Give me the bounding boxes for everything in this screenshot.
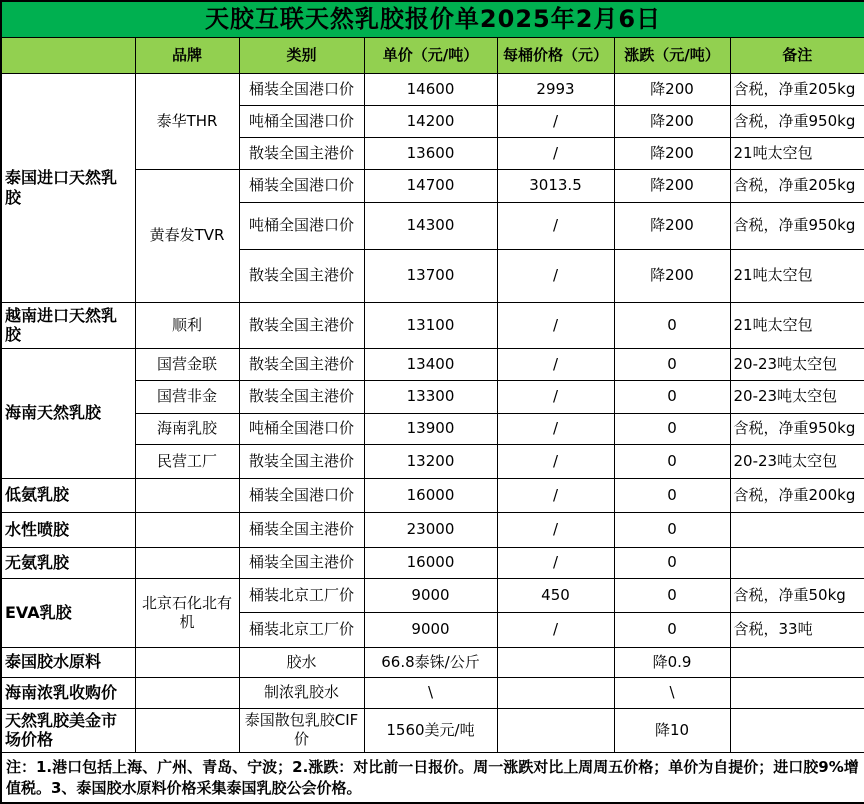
note-cell: 20-23吨太空包 bbox=[730, 380, 864, 413]
unit-price-cell: 14600 bbox=[364, 73, 497, 105]
change-cell: 0 bbox=[614, 302, 730, 348]
category-cell: 散装全国主港价 bbox=[239, 444, 364, 478]
barrel-price-cell: / bbox=[497, 302, 614, 348]
note-cell: 20-23吨太空包 bbox=[730, 348, 864, 380]
table-row bbox=[1, 302, 864, 348]
barrel-price-cell: / bbox=[497, 547, 614, 578]
table-row bbox=[1, 478, 864, 512]
unit-price-cell: 9000 bbox=[364, 578, 497, 612]
category-cell: 桶装全国港口价 bbox=[239, 73, 364, 105]
report-title: 天胶互联天然乳胶报价单2025年2月6日 bbox=[1, 1, 864, 37]
category-cell: 散装全国主港价 bbox=[239, 137, 364, 169]
brand-cell: 国营非金 bbox=[135, 380, 239, 413]
unit-price-cell: 13600 bbox=[364, 137, 497, 169]
change-cell: 0 bbox=[614, 348, 730, 380]
unit-price-cell: 1560美元/吨 bbox=[364, 708, 497, 752]
header-note: 备注 bbox=[730, 37, 864, 73]
category-cell: 吨桶全国港口价 bbox=[239, 413, 364, 444]
note-cell: 含税，净重205kg bbox=[730, 169, 864, 202]
brand-cell: 泰华THR bbox=[135, 73, 239, 169]
change-cell: 降0.9 bbox=[614, 647, 730, 677]
group-cell-thailand-import: 泰国进口天然乳胶 bbox=[1, 73, 135, 302]
category-cell: 桶装全国港口价 bbox=[239, 478, 364, 512]
category-cell: 桶装全国主港价 bbox=[239, 512, 364, 547]
note-cell: 含税，33吨 bbox=[730, 612, 864, 647]
unit-price-cell: 14700 bbox=[364, 169, 497, 202]
brand-cell bbox=[135, 512, 239, 547]
table-row bbox=[1, 647, 864, 677]
note-cell bbox=[730, 512, 864, 547]
table-row bbox=[1, 578, 864, 612]
category-cell: 制浓乳胶水 bbox=[239, 677, 364, 708]
header-barrel-price: 每桶价格（元） bbox=[497, 37, 614, 73]
change-cell: 0 bbox=[614, 380, 730, 413]
category-cell: 胶水 bbox=[239, 647, 364, 677]
brand-cell: 海南乳胶 bbox=[135, 413, 239, 444]
change-cell: 0 bbox=[614, 547, 730, 578]
barrel-price-cell: 3013.5 bbox=[497, 169, 614, 202]
change-cell: \ bbox=[614, 677, 730, 708]
group-cell-hainan-purchase: 海南浓乳收购价 bbox=[1, 677, 135, 708]
change-cell: 降10 bbox=[614, 708, 730, 752]
unit-price-cell: \ bbox=[364, 677, 497, 708]
category-cell: 桶装北京工厂价 bbox=[239, 578, 364, 612]
note-cell: 含税，净重950kg bbox=[730, 202, 864, 249]
note-cell: 21吨太空包 bbox=[730, 137, 864, 169]
change-cell: 0 bbox=[614, 612, 730, 647]
note-cell: 20-23吨太空包 bbox=[730, 444, 864, 478]
brand-cell bbox=[135, 647, 239, 677]
unit-price-cell: 13700 bbox=[364, 249, 497, 302]
barrel-price-cell: / bbox=[497, 413, 614, 444]
unit-price-cell: 14200 bbox=[364, 105, 497, 137]
category-cell: 桶装全国港口价 bbox=[239, 169, 364, 202]
barrel-price-cell: 2993 bbox=[497, 73, 614, 105]
note-cell: 含税，净重950kg bbox=[730, 413, 864, 444]
unit-price-cell: 16000 bbox=[364, 547, 497, 578]
table-row bbox=[1, 73, 864, 105]
group-cell-ammonia-free: 无氨乳胶 bbox=[1, 547, 135, 578]
category-cell: 散装全国主港价 bbox=[239, 348, 364, 380]
brand-cell: 北京石化北有机 bbox=[135, 578, 239, 647]
header-change: 涨跌（元/吨） bbox=[614, 37, 730, 73]
group-cell-eva: EVA乳胶 bbox=[1, 578, 135, 647]
unit-price-cell: 23000 bbox=[364, 512, 497, 547]
change-cell: 0 bbox=[614, 444, 730, 478]
category-cell: 散装全国主港价 bbox=[239, 380, 364, 413]
brand-cell bbox=[135, 547, 239, 578]
unit-price-cell: 13300 bbox=[364, 380, 497, 413]
change-cell: 降200 bbox=[614, 249, 730, 302]
group-cell-hainan: 海南天然乳胶 bbox=[1, 348, 135, 478]
barrel-price-cell: / bbox=[497, 249, 614, 302]
brand-cell bbox=[135, 478, 239, 512]
brand-cell bbox=[135, 677, 239, 708]
footnote-row bbox=[1, 752, 864, 803]
brand-cell: 国营金联 bbox=[135, 348, 239, 380]
barrel-price-cell: / bbox=[497, 478, 614, 512]
note-cell: 21吨太空包 bbox=[730, 302, 864, 348]
unit-price-cell: 13400 bbox=[364, 348, 497, 380]
unit-price-cell: 66.8泰铢/公斤 bbox=[364, 647, 497, 677]
note-cell bbox=[730, 677, 864, 708]
barrel-price-cell: / bbox=[497, 348, 614, 380]
brand-cell: 顺利 bbox=[135, 302, 239, 348]
category-cell: 泰国散包乳胶CIF价 bbox=[239, 708, 364, 752]
unit-price-cell: 16000 bbox=[364, 478, 497, 512]
category-cell: 吨桶全国港口价 bbox=[239, 202, 364, 249]
group-cell-waterbased-spray: 水性喷胶 bbox=[1, 512, 135, 547]
table-row bbox=[1, 677, 864, 708]
note-cell: 21吨太空包 bbox=[730, 249, 864, 302]
group-cell-usd-market: 天然乳胶美金市场价格 bbox=[1, 708, 135, 752]
barrel-price-cell: / bbox=[497, 202, 614, 249]
group-cell-vietnam-import: 越南进口天然乳胶 bbox=[1, 302, 135, 348]
change-cell: 0 bbox=[614, 478, 730, 512]
header-unit-price: 单价（元/吨） bbox=[364, 37, 497, 73]
group-cell-thai-glue-raw: 泰国胶水原料 bbox=[1, 647, 135, 677]
barrel-price-cell bbox=[497, 647, 614, 677]
brand-cell: 黄春发TVR bbox=[135, 169, 239, 302]
change-cell: 降200 bbox=[614, 202, 730, 249]
barrel-price-cell: 450 bbox=[497, 578, 614, 612]
header-row bbox=[1, 37, 864, 73]
change-cell: 0 bbox=[614, 578, 730, 612]
change-cell: 降200 bbox=[614, 169, 730, 202]
unit-price-cell: 9000 bbox=[364, 612, 497, 647]
category-cell: 吨桶全国港口价 bbox=[239, 105, 364, 137]
note-cell bbox=[730, 647, 864, 677]
brand-cell bbox=[135, 708, 239, 752]
unit-price-cell: 13100 bbox=[364, 302, 497, 348]
note-cell: 含税，净重50kg bbox=[730, 578, 864, 612]
category-cell: 散装全国主港价 bbox=[239, 302, 364, 348]
brand-cell: 民营工厂 bbox=[135, 444, 239, 478]
barrel-price-cell: / bbox=[497, 380, 614, 413]
table-row bbox=[1, 512, 864, 547]
barrel-price-cell: / bbox=[497, 512, 614, 547]
unit-price-cell: 13900 bbox=[364, 413, 497, 444]
change-cell: 0 bbox=[614, 413, 730, 444]
barrel-price-cell bbox=[497, 677, 614, 708]
header-brand: 品牌 bbox=[135, 37, 239, 73]
note-cell bbox=[730, 547, 864, 578]
unit-price-cell: 13200 bbox=[364, 444, 497, 478]
header-corner bbox=[1, 37, 135, 73]
category-cell: 桶装全国主港价 bbox=[239, 547, 364, 578]
barrel-price-cell: / bbox=[497, 444, 614, 478]
note-cell: 含税，净重200kg bbox=[730, 478, 864, 512]
unit-price-cell: 14300 bbox=[364, 202, 497, 249]
change-cell: 降200 bbox=[614, 105, 730, 137]
header-category: 类别 bbox=[239, 37, 364, 73]
table-row bbox=[1, 348, 864, 380]
category-cell: 散装全国主港价 bbox=[239, 249, 364, 302]
note-cell bbox=[730, 708, 864, 752]
barrel-price-cell: / bbox=[497, 137, 614, 169]
table-row bbox=[1, 708, 864, 752]
footnote-text: 注：1.港口包括上海、广州、青岛、宁波；2.涨跌：对比前一日报价。周一涨跌对比上周周五价格；单价为自提价；进口胶9%增值税。3、泰国胶水原料价格采集泰国乳胶公会价格。 bbox=[1, 752, 864, 803]
note-cell: 含税，净重205kg bbox=[730, 73, 864, 105]
barrel-price-cell bbox=[497, 708, 614, 752]
barrel-price-cell: / bbox=[497, 105, 614, 137]
change-cell: 降200 bbox=[614, 73, 730, 105]
title-row bbox=[1, 1, 864, 37]
note-cell: 含税，净重950kg bbox=[730, 105, 864, 137]
change-cell: 0 bbox=[614, 512, 730, 547]
table-row bbox=[1, 547, 864, 578]
change-cell: 降200 bbox=[614, 137, 730, 169]
category-cell: 桶装北京工厂价 bbox=[239, 612, 364, 647]
barrel-price-cell: / bbox=[497, 612, 614, 647]
group-cell-low-ammonia: 低氨乳胶 bbox=[1, 478, 135, 512]
